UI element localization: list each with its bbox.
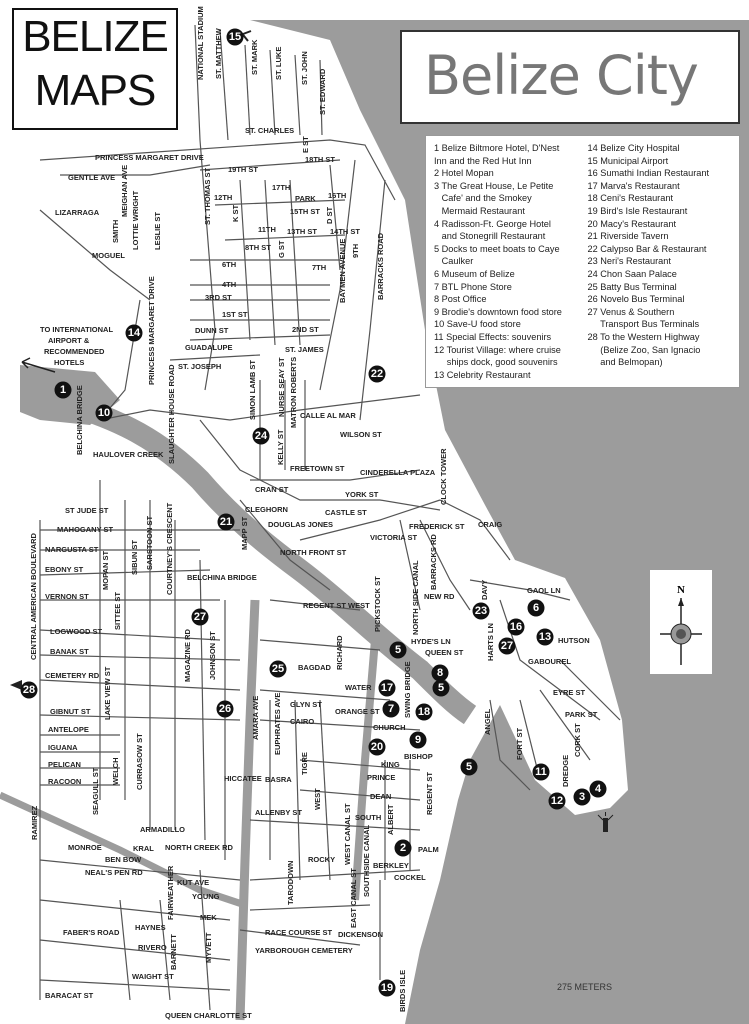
street-label: BARNETT (169, 934, 178, 970)
street-label: SARSTOON ST (145, 515, 154, 570)
street-label: BELCHINA BRIDGE (187, 573, 257, 582)
street-label: D ST (325, 206, 334, 224)
street-label: WEST CANAL ST (343, 803, 352, 865)
legend-item: 28 To the Western Highway (Belize Zoo, San Ignacio and Belmopan) (587, 331, 701, 368)
street-label: DEAN (370, 792, 392, 801)
street-label: BAYMEN AVENUE (338, 238, 347, 303)
legend-column-left (434, 142, 582, 381)
legend-item: 26 Novelo Bus Terminal (587, 294, 685, 305)
street-label: FORT ST (515, 727, 524, 760)
legend-item: 13 Celebrity Restaurant (434, 369, 531, 380)
poi-marker (253, 428, 270, 445)
legend-item: 11 Special Effects: souvenirs (434, 331, 552, 342)
street-label: NORTH FRONT ST (280, 548, 347, 557)
airport-note-line: TO INTERNATIONAL (40, 325, 114, 334)
street-label: BARACAT ST (45, 991, 94, 1000)
marker-number: 27 (500, 640, 514, 652)
legend-item: 14 Belize City Hospital (587, 143, 680, 153)
street-label: WELCH (111, 757, 120, 785)
street-label: ST. EDWARD (318, 68, 327, 115)
poi-marker (379, 980, 396, 997)
street-label: DICKENSON (338, 930, 384, 939)
street-label: SMITH (111, 219, 120, 243)
street-label: BARRACKS ROAD (376, 232, 385, 300)
poi-marker (369, 366, 386, 383)
street-label: MOPAN ST (101, 550, 110, 590)
street-label: LESLIE ST (153, 212, 162, 250)
legend (425, 135, 740, 388)
street-label: PICKSTOCK ST (373, 576, 382, 632)
marker-number: 22 (370, 368, 384, 380)
street-label: SIBUN ST (130, 539, 139, 575)
marker-number: 18 (417, 706, 431, 718)
legend-item: 24 Chon Saan Palace (587, 268, 677, 279)
street-label: SOUTHSIDE CANAL (362, 824, 371, 897)
street-label: RICHARD (335, 635, 344, 670)
marker-number: 24 (254, 430, 268, 442)
poi-marker (55, 382, 72, 399)
street-label: KUT AVE (177, 878, 210, 887)
legend-item: 9 Brodie's downtown food store (434, 306, 562, 317)
poi-marker (369, 739, 386, 756)
street-label: RACE COURSE ST (265, 928, 333, 937)
marker-number: 2 (399, 842, 407, 854)
street-label: NEAL'S PEN RD (85, 868, 143, 877)
street-label: ANTELOPE (48, 725, 89, 734)
street-label: EUPHRATES AVE (273, 692, 282, 755)
street-label: PELICAN (48, 760, 81, 769)
street-label: FREETOWN ST (290, 464, 345, 473)
poi-marker (461, 759, 478, 776)
street-label: KELLY ST (276, 429, 285, 465)
street-label: BAGDAD (298, 663, 331, 672)
legend-item: 20 Macy's Restaurant (587, 218, 677, 229)
street-label: DUNN ST (195, 326, 229, 335)
poi-marker (395, 840, 412, 857)
street-label: 8TH ST (245, 243, 271, 252)
marker-number: 17 (380, 682, 394, 694)
marker-number: 8 (436, 667, 444, 679)
street-label: 12TH (214, 193, 233, 202)
street-label: 4TH (222, 280, 237, 289)
street-label: CENTRAL AMERICAN BOULEVARD (29, 533, 38, 660)
street-label: ST. THOMAS ST (203, 167, 212, 225)
marker-number: 15 (228, 31, 242, 43)
poi-marker (508, 619, 525, 636)
marker-number: 19 (380, 982, 394, 994)
street-label: PARK (295, 194, 316, 203)
marker-number: 13 (538, 631, 552, 643)
street-label: WILSON ST (340, 430, 382, 439)
street-label: 2ND ST (292, 325, 319, 334)
map-title: Belize City (424, 44, 698, 107)
street-label: REGENT ST WEST (303, 601, 370, 610)
legend-item: 21 Riverside Tavern (587, 231, 669, 242)
airport-note-line: HOTELS (54, 358, 85, 367)
legend-item: 23 Neri's Restaurant (587, 256, 671, 267)
street-label: BANAK ST (50, 647, 89, 656)
street-label: 14TH ST (330, 227, 361, 236)
street-label: 15TH ST (290, 207, 321, 216)
street-label: ARMADILLO (140, 825, 185, 834)
street-label: DOUGLAS JONES (268, 520, 334, 529)
street-label: NATIONAL STADIUM (196, 6, 205, 80)
street-label: RIVERO (138, 943, 167, 952)
street-label: KING (381, 760, 400, 769)
street-label: EYRE ST (553, 688, 586, 697)
marker-number: 5 (465, 761, 473, 773)
legend-item: 10 Save-U food store (434, 319, 521, 330)
marker-number: 4 (594, 783, 602, 795)
legend-item: 16 Sumathi Indian Restaurant (587, 168, 710, 179)
street-label: RAMIREZ (30, 805, 39, 840)
street-label: PRINCESS MARGARET DRIVE (95, 153, 204, 162)
legend-item: 5 Docks to meet boats to Caye Caulker (434, 243, 560, 267)
street-label: MAPP ST (240, 516, 249, 550)
logo-line: MAPS (34, 66, 156, 115)
street-label: VERNON ST (45, 592, 89, 601)
street-label: AMARA AVE (251, 695, 260, 740)
street-label: ORANGE ST (335, 707, 380, 716)
street-label: HAYNES (135, 923, 166, 932)
street-label: ST JUDE ST (65, 506, 109, 515)
street-label: SITTEE ST (113, 592, 122, 630)
street-label: GIBNUT ST (50, 707, 91, 716)
street-label: FAIRWEATHER (166, 865, 175, 920)
poi-marker (379, 680, 396, 697)
street-label: LOGWOOD ST (50, 627, 103, 636)
scale-label: 275 METERS (557, 982, 613, 992)
street-label: 16TH (328, 191, 347, 200)
street-label: MATRON ROBERTS (289, 356, 298, 428)
street-label: G ST (277, 240, 286, 258)
marker-number: 6 (532, 602, 540, 614)
street-label: GLYN ST (290, 700, 322, 709)
street-label: ST. LUKE (274, 46, 283, 80)
legend-item: 19 Bird's Isle Restaurant (587, 205, 688, 216)
poi-marker (533, 764, 550, 781)
street-label: BASRA (265, 775, 292, 784)
legend-item: 7 BTL Phone Store (434, 281, 512, 292)
compass-rose-icon (650, 570, 712, 674)
legend-item: 3 The Great House, Le Petite Cafe' and the Smokey Mermaid Restaurant (434, 180, 554, 216)
street-label: MOGUEL (92, 251, 125, 260)
marker-number: 10 (97, 407, 111, 419)
street-label: 11TH (258, 225, 276, 234)
poi-marker (96, 405, 113, 422)
marker-number: 5 (437, 682, 445, 694)
street-label: PRINCESS MARGARET DRIVE (147, 276, 156, 385)
legend-item: 22 Calypso Bar & Restaurant (587, 243, 707, 254)
street-label: MEK (200, 913, 217, 922)
poi-marker (528, 600, 545, 617)
street-label: 3RD ST (205, 293, 232, 302)
street-label: MYVETT (204, 932, 213, 963)
street-label: E ST (301, 136, 310, 153)
street-label: 6TH (222, 260, 237, 269)
street-label: ALLENBY ST (255, 808, 302, 817)
street-label: CLEGHORN (245, 505, 288, 514)
street-label: ALBERT (386, 804, 395, 835)
street-label: ST. MATTHEW (214, 28, 223, 79)
street-label: GAOL LN (527, 586, 561, 595)
poi-marker (218, 514, 235, 531)
poi-marker (473, 603, 490, 620)
street-label: ST. JOHN (300, 51, 309, 85)
marker-number: 7 (387, 703, 395, 715)
marker-number: 20 (370, 741, 384, 753)
street-label: YOUNG (192, 892, 220, 901)
street-label: ST. CHARLES (245, 126, 295, 135)
street-label: HYDE'S LN (411, 637, 451, 646)
street-label: MONROE (68, 843, 102, 852)
street-label: ST. MARK (250, 39, 259, 75)
legend-item: 18 Ceni's Restaurant (587, 193, 674, 204)
poi-marker (227, 29, 244, 46)
street-label: BERKLEY (373, 861, 409, 870)
marker-number: 12 (550, 795, 564, 807)
poi-marker (537, 629, 554, 646)
street-label: WEST (313, 788, 322, 810)
street-label: VICTORIA ST (370, 533, 418, 542)
marker-number: 1 (59, 384, 67, 396)
street-label: TARODOWN (286, 860, 295, 905)
street-label: ST. JOSEPH (178, 362, 222, 371)
belize-maps-logo (12, 8, 178, 130)
street-label: LAKE VIEW ST (103, 666, 112, 720)
marker-number: 26 (218, 703, 232, 715)
legend-item: 4 Radisson-Ft. George Hotel and Stonegrill Restaurant (434, 218, 551, 242)
street-label: FABER'S ROAD (63, 928, 120, 937)
poi-marker (390, 642, 407, 659)
street-label: JOHNSON ST (208, 631, 217, 680)
marker-number: 21 (219, 516, 233, 528)
street-label: PALM (418, 845, 439, 854)
street-label: GUADALUPE (185, 343, 233, 352)
legend-item: 1 Belize Biltmore Hotel, D'Nest Inn and the Red Hut Inn (434, 143, 560, 166)
legend-item: 2 Hotel Mopan (434, 168, 494, 179)
street-label: BISHOP (404, 752, 433, 761)
airport-note-line: RECOMMENDED (44, 347, 105, 356)
street-label: CEMETERY RD (45, 671, 100, 680)
marker-number: 3 (578, 791, 586, 803)
street-label: CINDERELLA PLAZA (360, 468, 436, 477)
street-label: CHURCH (373, 723, 406, 732)
legend-item: 15 Municipal Airport (587, 155, 669, 166)
legend-item: 8 Post Office (434, 294, 487, 305)
logo-line: BELIZE (22, 12, 168, 61)
street-label: GENTLE AVE (68, 173, 116, 182)
street-label: DREDGE (561, 754, 570, 787)
marker-number: 9 (414, 734, 422, 746)
street-label: CAIRO (290, 717, 315, 726)
poi-marker (410, 732, 427, 749)
street-label: REGENT ST (425, 772, 434, 815)
poi-marker (499, 638, 516, 655)
street-label: DAVY (480, 579, 489, 600)
compass-north-label: N (677, 584, 685, 596)
street-label: 17TH (272, 183, 291, 192)
marker-number: 14 (127, 327, 141, 339)
street-label: KRAL (133, 844, 154, 853)
street-label: CASTLE ST (325, 508, 367, 517)
street-label: IGUANA (48, 743, 78, 752)
street-label: SIMON LAMB ST (248, 360, 257, 420)
street-label: WATER (345, 683, 372, 692)
street-label: 9TH (351, 243, 360, 258)
legend-item: 17 Marva's Restaurant (587, 180, 680, 191)
street-label: NORTH SIDE CANAL (411, 560, 420, 635)
street-label: HICCATEE (224, 774, 262, 783)
street-label: PARK ST (565, 710, 598, 719)
street-label: MAGAZINE RD (183, 629, 192, 682)
street-label: MEIGHAN AVE (120, 164, 129, 217)
marker-number: 11 (535, 766, 547, 778)
street-label: K ST (231, 204, 240, 222)
street-label: NEW RD (424, 592, 455, 601)
street-label: COCKEL (394, 873, 426, 882)
street-label: NURSE SEAY ST (277, 357, 286, 417)
street-label: CURRASOW ST (135, 733, 144, 790)
street-label: RACOON (48, 777, 82, 786)
street-label: BIRDS ISLE (398, 969, 407, 1012)
street-label: 7TH (312, 263, 327, 272)
street-label: CRAIG (478, 520, 503, 529)
street-label: FREDERICK ST (409, 522, 465, 531)
poi-marker (270, 661, 287, 678)
street-label: 1ST ST (222, 310, 248, 319)
street-label: MAHOGANY ST (57, 525, 114, 534)
poi-marker (192, 609, 209, 626)
map-title-box (400, 30, 740, 124)
street-label: YORK ST (345, 490, 379, 499)
street-label: CORK ST (573, 723, 582, 757)
street-label: LIZARRAGA (55, 208, 100, 217)
poi-marker (416, 704, 433, 721)
street-label: GABOUREL (528, 657, 571, 666)
street-label: 19TH ST (228, 165, 259, 174)
marker-number: 27 (193, 611, 207, 623)
street-label: CLOCK TOWER (439, 448, 448, 505)
street-label: HUTSON (558, 636, 590, 645)
street-label: HARTS LN (486, 623, 495, 661)
poi-marker (217, 701, 234, 718)
street-label: 18TH ST (305, 155, 336, 164)
street-label: ST. JAMES (285, 345, 324, 354)
street-label: QUEEN CHARLOTTE ST (165, 1011, 252, 1020)
legend-column-right (588, 142, 736, 381)
poi-marker (574, 789, 591, 806)
poi-marker (126, 325, 143, 342)
street-label: SLAUGHTER HOUSE ROAD (167, 364, 176, 464)
poi-marker (433, 680, 450, 697)
marker-number: 5 (394, 644, 402, 656)
street-label: ANGEL (483, 708, 492, 735)
street-label: WAIGHT ST (132, 972, 174, 981)
street-label: NORTH CREEK RD (165, 843, 233, 852)
street-label: PRINCE (367, 773, 396, 782)
street-label: EAST CANAL ST (349, 868, 358, 928)
poi-marker (549, 793, 566, 810)
street-label: ROCKY (308, 855, 336, 864)
street-label: YARBOROUGH CEMETERY (255, 946, 353, 955)
street-label: EBONY ST (45, 565, 84, 574)
street-label: CALLE AL MAR (300, 411, 356, 420)
legend-item: 6 Museum of Belize (434, 268, 515, 279)
airport-note-line: AIRPORT & (48, 336, 90, 345)
poi-marker (590, 781, 607, 798)
street-label: TIGRE (300, 752, 309, 775)
marker-number: 16 (509, 621, 523, 633)
marker-number: 25 (271, 663, 285, 675)
marker-number: 23 (474, 605, 488, 617)
street-label: BEN BOW (105, 855, 142, 864)
legend-item: 25 Batty Bus Terminal (587, 281, 677, 292)
street-label: QUEEN ST (425, 648, 464, 657)
street-label: SEAGULL ST (91, 767, 100, 815)
street-label: SWING BRIDGE (403, 661, 412, 718)
poi-marker (21, 682, 38, 699)
street-label: COURTNEY'S CRESCENT (165, 502, 174, 595)
street-label: NARGUSTA ST (45, 545, 99, 554)
street-label: CRAN ST (255, 485, 289, 494)
street-label: BELCHINA BRIDGE (75, 385, 84, 455)
poi-marker (432, 665, 449, 682)
legend-item: 27 Venus & Southern Transport Bus Terminals (587, 306, 700, 330)
street-label: SOUTH (355, 813, 382, 822)
poi-marker (383, 701, 400, 718)
marker-number: 28 (22, 684, 36, 696)
street-label: BARRACKS RD (429, 534, 438, 590)
legend-item: 12 Tourist Village: where cruise ships dock, good souvenirs (434, 344, 561, 368)
street-label: HAULOVER CREEK (93, 450, 164, 459)
street-label: LOTTIE WRIGHT (131, 190, 140, 250)
street-label: 13TH ST (287, 227, 318, 236)
